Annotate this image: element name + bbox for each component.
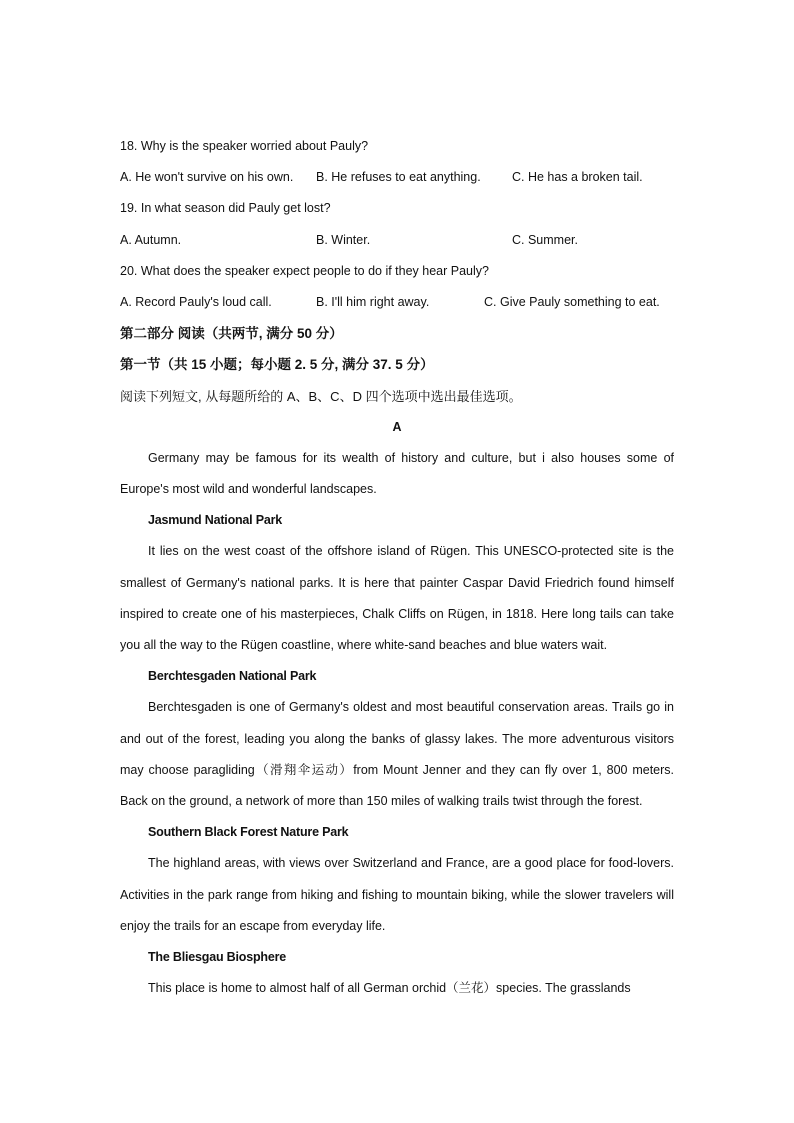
option-c: C. Summer. [512,232,578,247]
passage-label: A [392,419,402,434]
option-b: B. Winter. [316,232,371,247]
park-title: The Bliesgau Biosphere [148,950,286,965]
option-b: B. He refuses to eat anything. [316,170,481,185]
option-c: C. He has a broken tail. [512,170,643,185]
page-content [120,131,674,1004]
question-20-options [120,287,674,318]
park-paragraph: This place is home to almost half of all German orchid（兰花）species. The grasslands [148,981,631,996]
section-heading: 第二部分 阅读（共两节, 满分 50 分） [120,326,343,342]
question-18-options [120,162,674,193]
question-20: 20. What does the speaker expect people to do if they hear Pauly? [120,263,489,278]
option-a: A. Record Pauly's loud call. [120,294,272,309]
instruction: 阅读下列短文, 从每题所给的 A、B、C、D 四个选项中选出最佳选项。 [120,388,522,404]
park-paragraph: Berchtesgaden is one of Germany's oldest and most beautiful conservation areas. Trails go in and out of the forest, leading you along the banks of glassy lakes. The more adventurous visitors may choose paragliding（滑翔伞运动）from Mount Jenner and they can fly over 1, 800 meters. Back on the ground, a network of more than 150 miles of walking trails twist through the forest. [120,700,674,809]
option-b: B. I'll him right away. [316,294,430,309]
park-title: Berchtesgaden National Park [148,669,317,684]
park-paragraph: The highland areas, with views over Switzerland and France, are a good place for food-lovers. Activities in the park range from hiking and fishing to mountain biking, while the slower travelers will enjoy the trails for an escape from everyday life. [120,856,674,933]
question-19-options [120,225,674,256]
park-title: Jasmund National Park [148,513,283,528]
subsection-heading: 第一节（共 15 小题；每小题 2. 5 分, 满分 37. 5 分） [120,357,434,373]
question-19: 19. In what season did Pauly get lost? [120,201,331,216]
park-title: Southern Black Forest Nature Park [148,825,349,840]
question-18: 18. Why is the speaker worried about Pauly? [120,139,369,153]
option-a: A. Autumn. [120,232,182,247]
option-c: C. Give Pauly something to eat. [484,294,660,309]
intro-paragraph: Germany may be famous for its wealth of history and culture, but i also houses some of Europe's most wild and wonderful landscapes. [120,450,674,497]
park-paragraph: It lies on the west coast of the offshore island of Rügen. This UNESCO-protected site is the smallest of Germany's national parks. It is here that painter Caspar David Friedrich found himself inspired to create one of his masterpieces, Chalk Cliffs on Rügen, in 1818. Here long tails can take you all the way to the Rügen coastline, where white-sand beaches and blue waters wait. [120,544,674,653]
option-a: A. He won't survive on his own. [120,170,294,185]
